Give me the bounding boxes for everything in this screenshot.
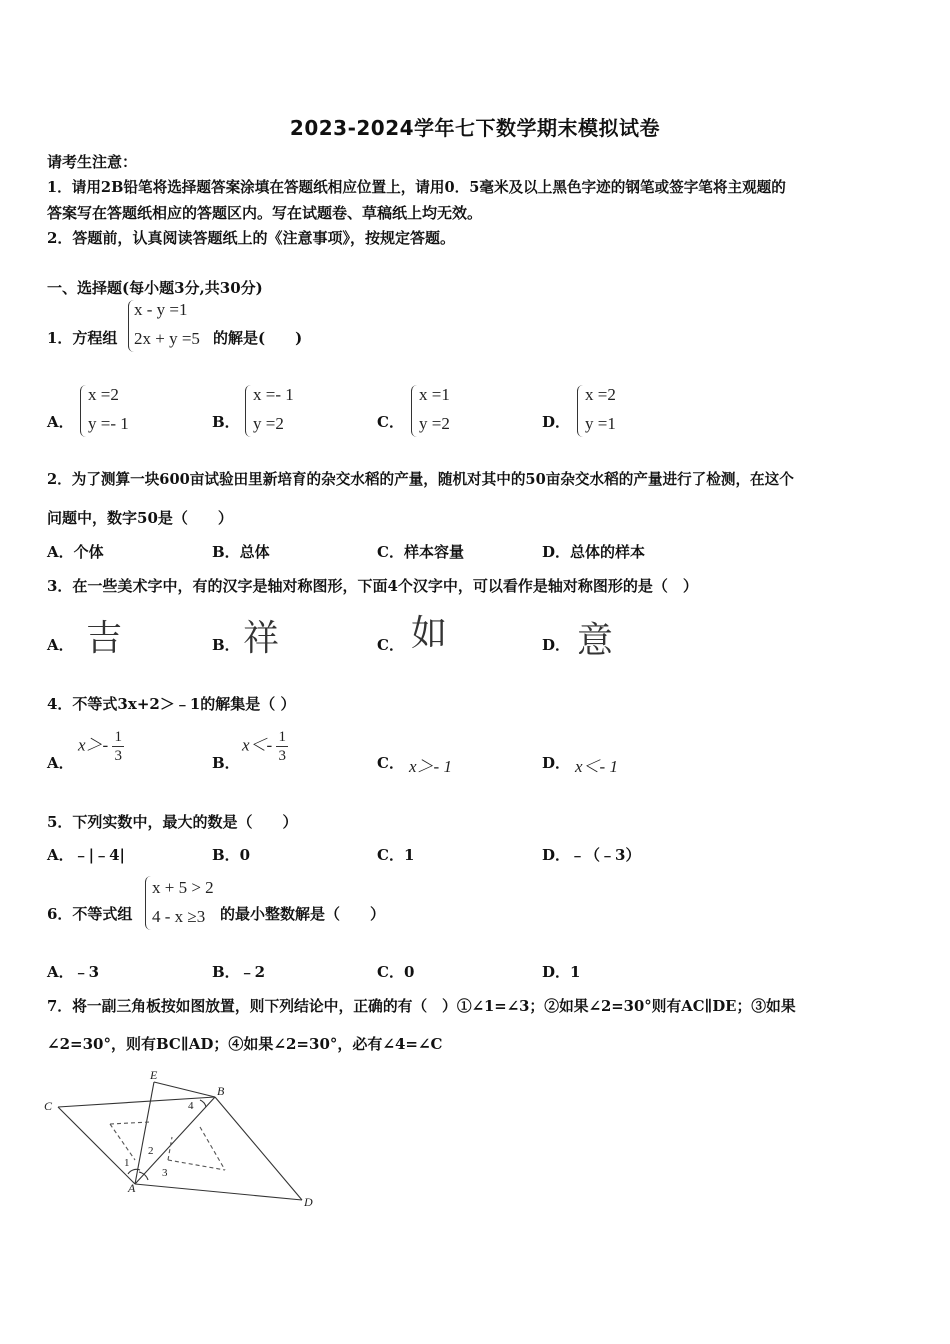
label-angle-1: 1 [124, 1157, 130, 1169]
page-title: 2023-2024学年七下数学期末模拟试卷 [289, 116, 661, 140]
line-ea [135, 1082, 154, 1184]
q4-option-a-label: A． [47, 754, 74, 772]
q4-text: 4．不等式3x+2＞﹣1的解集是（ ） [47, 695, 296, 713]
line-bd [215, 1097, 302, 1200]
q1-option-a-brace [80, 385, 87, 437]
dash-3 [168, 1160, 225, 1170]
q1-option-b-label: B． [212, 413, 240, 431]
q1-option-b-eq2: y =2 [253, 414, 284, 433]
q4-option-b-fraction [276, 728, 288, 765]
q6-prefix: 6．不等式组 [47, 905, 133, 923]
q4-option-b-den: 3 [278, 748, 286, 764]
q1-option-d-label: D． [542, 413, 571, 431]
q7-line1: 7．将一副三角板按如图放置，则下列结论中，正确的有（ ）①∠1=∠3；②如果∠2=30°则有AC∥DE；③如果 [47, 998, 796, 1015]
q1-option-b-eq1: x =- 1 [253, 385, 294, 404]
q1-option-a-label: A． [47, 413, 74, 431]
label-angle-2: 2 [148, 1145, 154, 1157]
q2-line2: 问题中，数字50是（ ） [47, 509, 233, 527]
label-angle-3: 3 [162, 1167, 168, 1179]
q6-suffix: 的最小整数解是（ ） [220, 905, 386, 923]
q2-option-c: C．样本容量 [377, 543, 464, 561]
q2-line1: 2．为了测算一块600亩试验田里新培育的杂交水稻的产量，随机对其中的50亩杂交水稻的产量进行了检测，在这个 [47, 471, 794, 488]
q1-option-a-eq1: x =2 [88, 385, 119, 404]
q6-option-c: C．0 [377, 963, 415, 981]
q1-option-d-eq1: x =2 [585, 385, 616, 404]
q1-option-b-brace [245, 385, 252, 437]
q6-option-a: A．﹣3 [47, 963, 100, 981]
q1-prefix: 1．方程组 [47, 329, 118, 347]
q4-option-d-expr: x＜- 1 [575, 757, 618, 776]
q6-eq2: 4 - x ≥3 [152, 907, 206, 926]
q4-option-b-label: B． [212, 754, 240, 772]
q1-option-a-eq2: y =- 1 [88, 414, 129, 433]
label-e: E [150, 1068, 158, 1082]
q3-option-c-label: C． [377, 636, 404, 654]
q1-option-c-eq2: y =2 [419, 414, 450, 433]
q4-option-a-num: 1 [114, 729, 122, 745]
q3-option-a-char: 吉 [86, 618, 123, 659]
label-angle-4: 4 [188, 1100, 194, 1112]
q4-option-a-den: 3 [114, 748, 122, 764]
label-a: A [128, 1181, 136, 1195]
q6-option-d: D．1 [542, 963, 581, 981]
q3-option-c-char: 如 [411, 613, 448, 654]
q5-text: 5．下列实数中，最大的数是（ ） [47, 813, 298, 831]
q1-suffix: 的解是( ) [213, 329, 303, 347]
q3-option-b-label: B． [212, 636, 240, 654]
q4-option-b-lhs: x＜- [242, 735, 273, 755]
line-eb [154, 1082, 215, 1097]
notice-line2: 2．答题前，认真阅读答题纸上的《注意事项》，按规定答题。 [47, 229, 455, 247]
label-b: B [217, 1084, 225, 1098]
q5-option-a: A．﹣|﹣4| [47, 846, 125, 864]
label-d: D [304, 1195, 313, 1209]
q5-option-b: B．0 [212, 846, 251, 864]
q4-option-b-expr [242, 728, 288, 765]
q1-eq2: 2x + y =5 [134, 329, 200, 348]
q1-option-c-eq1: x =1 [419, 385, 450, 404]
q2-option-b: B．总体 [212, 543, 270, 561]
dash-5 [168, 1137, 172, 1160]
q2-option-d: D．总体的样本 [542, 543, 646, 561]
notice-heading: 请考生注意： [47, 153, 138, 171]
q3-option-a-label: A． [47, 636, 74, 654]
q4-option-a-fraction [112, 728, 124, 765]
q4-option-a-lhs: x＞- [78, 735, 109, 755]
q7-figure [40, 1062, 330, 1212]
angle-arc-1 [128, 1169, 140, 1174]
notice-line1: 1．请用2B铅笔将选择题答案涂填在答题纸相应位置上，请用0．5毫米及以上黑色字迹的钢笔或签字笔将主观题的 [47, 179, 786, 196]
q6-eq1: x + 5 > 2 [152, 878, 214, 897]
q3-option-b-char: 祥 [243, 618, 280, 659]
q6-option-b: B．﹣2 [212, 963, 266, 981]
q4-option-c-expr: x＞- 1 [409, 757, 452, 776]
section-heading: 一、选择题(每小题3分,共30分) [47, 279, 263, 297]
q3-option-d-label: D． [542, 636, 571, 654]
q3-text: 3．在一些美术字中，有的汉字是轴对称图形，下面4个汉字中，可以看作是轴对称图形的是（ ） [47, 577, 698, 595]
line-ad [135, 1184, 302, 1200]
q1-option-d-brace [577, 385, 584, 437]
dash-4 [200, 1127, 225, 1170]
q1-eq1: x - y =1 [134, 300, 188, 319]
notice-line1b: 答案写在答题纸相应的答题区内。写在试题卷、草稿纸上均无效。 [47, 204, 483, 222]
q4-option-a-expr [78, 728, 124, 765]
q4-option-b-num: 1 [278, 729, 286, 745]
q6-brace [145, 876, 152, 930]
q3-option-d-char: 意 [577, 620, 614, 661]
q1-option-d-eq2: y =1 [585, 414, 616, 433]
dash-2 [110, 1124, 135, 1160]
q7-line2: ∠2=30°，则有BC∥AD；④如果∠2=30°，必有∠4=∠C [47, 1035, 443, 1053]
angle-arc-4 [200, 1100, 206, 1107]
q5-option-c: C．1 [377, 846, 415, 864]
q4-option-d-label: D． [542, 754, 571, 772]
q4-option-c-label: C． [377, 754, 404, 772]
q2-option-a: A．个体 [47, 543, 104, 561]
label-c: C [44, 1099, 53, 1113]
line-ab [135, 1097, 215, 1184]
dash-1 [110, 1122, 150, 1124]
line-ca [58, 1107, 135, 1184]
q1-option-c-brace [411, 385, 418, 437]
q5-option-d: D．﹣（﹣3） [542, 846, 641, 864]
q1-option-c-label: C． [377, 413, 404, 431]
